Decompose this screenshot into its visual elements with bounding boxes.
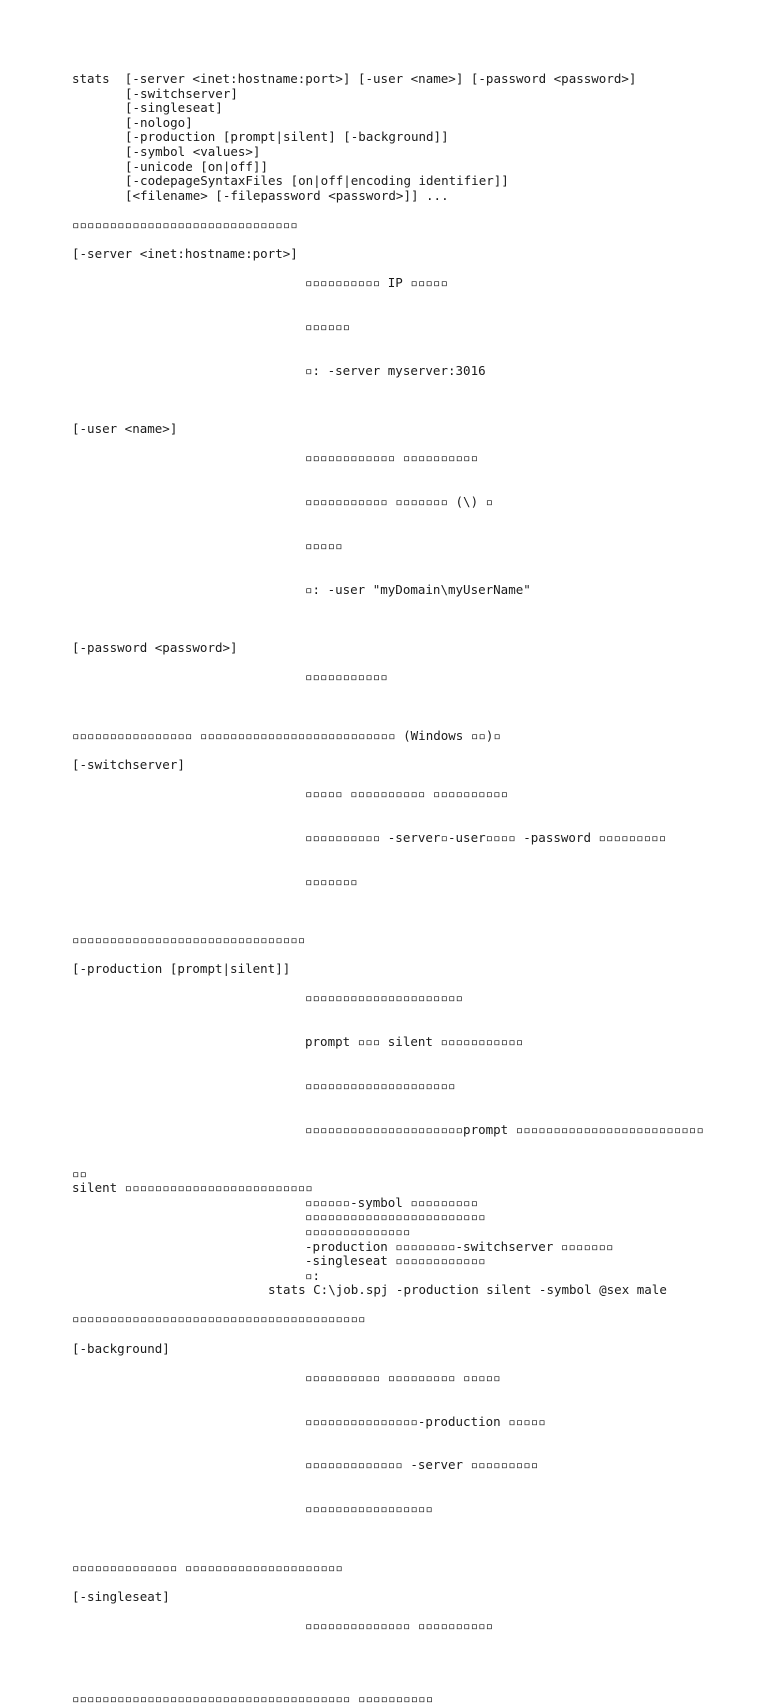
description-line: ▫▫▫▫▫▫▫▫▫▫▫▫▫▫▫▫▫▫▫▫▫▫▫▫ <box>305 1209 486 1225</box>
section-heading: ▫▫▫▫▫▫▫▫▫▫▫▫▫▫▫▫▫▫▫▫▫▫▫▫▫▫▫▫▫▫ <box>72 216 298 232</box>
option-description-continued <box>72 1196 712 1284</box>
synopsis-line: [-switchserver] <box>125 85 238 101</box>
description-line: ▫▫▫▫▫▫▫▫▫▫ IP ▫▫▫▫▫ <box>305 275 448 291</box>
footer-line: ▫▫▫▫▫▫▫▫▫▫▫▫▫▫▫▫▫▫▫▫▫▫▫▫▫▫▫▫▫▫▫▫▫▫▫▫▫ ▫▫▫▫▫▫▫▫▫▫ <box>72 1690 434 1706</box>
description-line: ▫▫▫▫▫ ▫▫▫▫▫▫▫▫▫▫ ▫▫▫▫▫▫▫▫▫▫ <box>305 786 509 802</box>
option-description <box>305 758 666 919</box>
description-line: ▫▫▫▫▫▫▫▫▫▫▫▫▫▫ ▫▫▫▫▫▫▫▫▫▫ <box>305 1617 494 1633</box>
option-description <box>305 641 388 714</box>
command-line-reference <box>72 72 712 1707</box>
section-heading: ▫▫▫▫▫▫▫▫▫▫▫▫▫▫ ▫▫▫▫▫▫▫▫▫▫▫▫▫▫▫▫▫▫▫▫▫ <box>72 1559 343 1575</box>
description-line: ▫▫▫▫▫ <box>305 538 343 553</box>
option-description <box>305 247 486 408</box>
option-server <box>72 247 712 408</box>
description-line: ▫▫▫▫▫▫▫▫▫▫▫ <box>305 669 388 685</box>
description-line: ▫▫▫▫▫▫-symbol ▫▫▫▫▫▫▫▫▫ <box>305 1194 479 1210</box>
option-singleseat <box>72 1590 712 1663</box>
synopsis-line: [-nologo] <box>125 114 193 130</box>
option-name: [-production [prompt|silent]] <box>72 961 291 977</box>
description-line: ▫▫▫▫▫▫▫▫▫▫▫▫▫▫ <box>305 1223 411 1239</box>
description-line: ▫▫▫▫▫▫▫ <box>305 873 358 889</box>
description-line: ▫▫▫▫▫▫▫▫▫▫▫▫▫▫▫▫▫▫▫▫ <box>305 1077 456 1093</box>
option-description <box>305 1342 546 1546</box>
section-heading: ▫▫▫▫▫▫▫▫▫▫▫▫▫▫▫▫▫▫▫▫▫▫▫▫▫▫▫▫▫▫▫ <box>72 932 306 948</box>
option-name: [-switchserver] <box>72 756 185 772</box>
option-name: [-user <name>] <box>72 421 178 437</box>
synopsis-line <box>72 72 712 87</box>
description-line: ▫▫▫▫▫▫▫▫▫▫ ▫▫▫▫▫▫▫▫▫ ▫▫▫▫▫ <box>305 1369 501 1385</box>
synopsis-line: [-codepageSyntaxFiles [on|off|encoding identifier]] <box>125 173 509 189</box>
option-description <box>305 422 531 626</box>
section-heading: ▫▫▫▫▫▫▫▫▫▫▫▫▫▫▫▫ ▫▫▫▫▫▫▫▫▫▫▫▫▫▫▫▫▫▫▫▫▫▫▫▫▫▫ (Windows ▫▫)▫ <box>72 727 501 743</box>
description-line: ▫▫▫▫▫▫▫▫▫▫▫▫▫▫▫▫▫▫▫▫▫ <box>305 990 464 1006</box>
synopsis-first-options: [-server <inet:hostname:port>] [-user <name>] [-password <password>] <box>124 71 637 86</box>
synopsis-command: stats <box>72 71 125 86</box>
option-description <box>305 962 704 1166</box>
description-line: -singleseat ▫▫▫▫▫▫▫▫▫▫▫▫ <box>305 1253 486 1269</box>
description-line: ▫▫▫▫▫▫▫▫▫▫ -server▫-user▫▫▫▫ -password ▫▫▫▫▫▫▫▫▫ <box>305 829 667 845</box>
option-user <box>72 422 712 626</box>
option-name: [-password <password>] <box>72 640 238 656</box>
description-line: ▫▫▫▫▫▫▫▫▫▫▫ ▫▫▫▫▫▫▫ (\) ▫ <box>305 494 494 510</box>
silent-description-line: silent ▫▫▫▫▫▫▫▫▫▫▫▫▫▫▫▫▫▫▫▫▫▫▫▫▫ <box>72 1180 313 1196</box>
synopsis-line: [-production [prompt|silent] [-background]] <box>125 129 449 145</box>
example-command: stats C:\job.spj -production silent -symbol @sex male <box>268 1282 667 1298</box>
synopsis-line: [-symbol <values>] <box>125 143 261 159</box>
description-line: ▫: <box>305 1267 321 1283</box>
description-line: ▫▫▫▫▫▫▫▫▫▫▫▫▫▫▫▫▫▫▫▫▫prompt ▫▫▫▫▫▫▫▫▫▫▫▫▫▫▫▫▫▫▫▫▫▫▫▫▫ <box>305 1121 704 1137</box>
option-name: [-server <inet:hostname:port>] <box>72 246 298 262</box>
option-name: [-background] <box>72 1340 170 1356</box>
description-line: ▫▫▫▫▫▫▫▫▫▫▫▫▫▫▫-production ▫▫▫▫▫ <box>305 1413 546 1429</box>
option-production <box>72 962 712 1166</box>
description-line: ▫: -user "myDomain\myUserName" <box>305 581 531 597</box>
synopsis-line: [-unicode [on|off]] <box>125 158 268 174</box>
synopsis-line: [<filename> [-filepassword <password>]] ... <box>125 187 449 203</box>
description-line: ▫▫▫▫▫▫ <box>305 319 351 335</box>
description-wrap-line: ▫▫ <box>72 1165 88 1181</box>
section-heading: ▫▫▫▫▫▫▫▫▫▫▫▫▫▫▫▫▫▫▫▫▫▫▫▫▫▫▫▫▫▫▫▫▫▫▫▫▫▫▫ <box>72 1311 366 1327</box>
description-line: prompt ▫▫▫ silent ▫▫▫▫▫▫▫▫▫▫▫ <box>305 1034 524 1050</box>
synopsis-line: [-singleseat] <box>125 100 223 116</box>
option-name: [-singleseat] <box>72 1588 170 1604</box>
option-switchserver <box>72 758 712 919</box>
option-background <box>72 1342 712 1546</box>
description-line: ▫▫▫▫▫▫▫▫▫▫▫▫ ▫▫▫▫▫▫▫▫▫▫ <box>305 450 479 466</box>
option-description <box>305 1590 493 1663</box>
description-line: ▫: -server myserver:3016 <box>305 362 486 378</box>
description-line: ▫▫▫▫▫▫▫▫▫▫▫▫▫▫▫▫▫ <box>305 1501 433 1517</box>
description-line: ▫▫▫▫▫▫▫▫▫▫▫▫▫ -server ▫▫▫▫▫▫▫▫▫ <box>305 1457 539 1473</box>
description-line: -production ▫▫▫▫▫▫▫▫-switchserver ▫▫▫▫▫▫▫ <box>305 1238 614 1254</box>
option-password <box>72 641 712 714</box>
